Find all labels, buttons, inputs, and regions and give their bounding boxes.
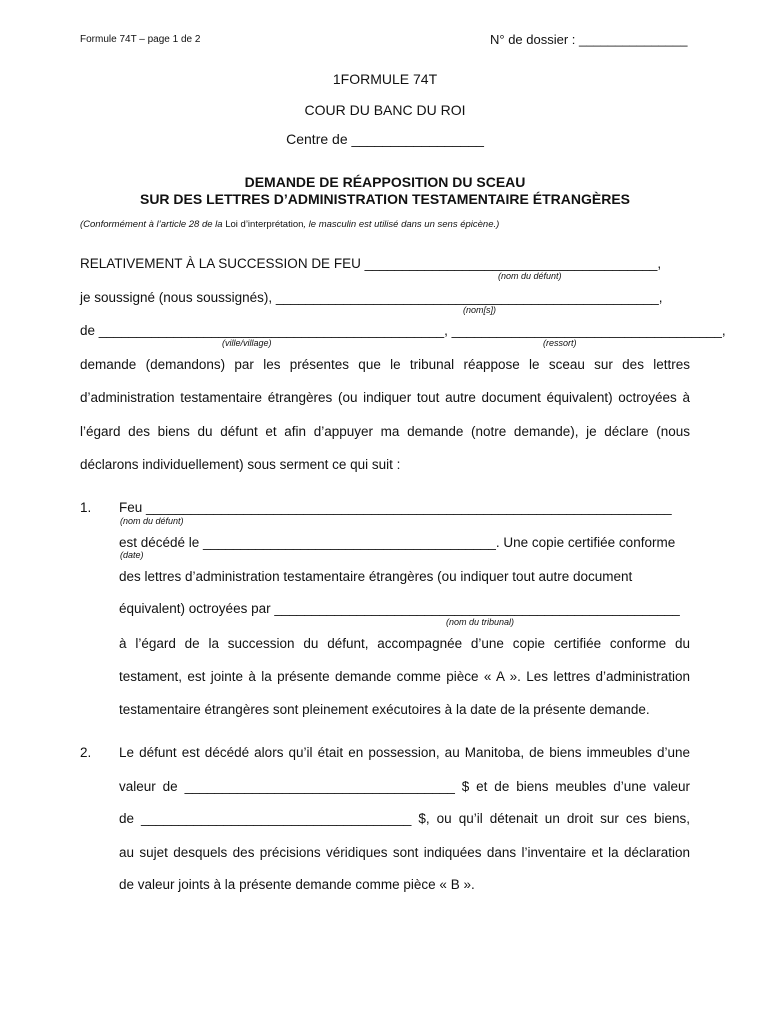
court-name: COUR DU BANC DU ROI <box>304 102 466 118</box>
request-paragraph-line4: déclarons individuellement) sous serment ce qui suit : <box>80 457 401 472</box>
note-law-name: Loi d’interprétation <box>225 219 304 230</box>
item-1-line5: à l’égard de la succession du défunt, accompagnée d’une copie certifiée conforme du <box>119 636 690 651</box>
item-1-date-line: est décédé le _______________________________________. Une copie certifiée conforme <box>119 535 676 550</box>
item-1-line6: testament, est jointe à la présente demande comme pièce « A ». Les lettres d’administration <box>119 669 690 684</box>
city-caption: (ville/village) <box>222 338 272 348</box>
item-1-tribunal-caption: (nom du tribunal) <box>446 617 515 627</box>
item-2-line2: valeur de ____________________________________ $ et de biens meubles d’une valeur <box>119 779 690 794</box>
request-paragraph-line2: d’administration testamentaire étrangères (ou indiquer tout autre document équivalent) octroyées à <box>80 390 690 405</box>
request-paragraph-line3: l’égard des biens du défunt et afin d’appuyer ma demande (notre demande), je déclare (nous <box>80 424 690 439</box>
item-1-line3: des lettres d’administration testamentaire étrangères (ou indiquer tout autre document <box>119 569 633 584</box>
interpretation-note <box>80 219 499 230</box>
form-page-indicator: Formule 74T – page 1 de 2 <box>80 34 201 45</box>
item-2-line5: de valeur joints à la présente demande comme pièce « B ». <box>119 877 475 892</box>
item-1-line7: testamentaire étrangères sont pleinement exécutoires à la date de la présente demande. <box>119 702 650 717</box>
item-1-tribunal-line: équivalent) octroyées par ______________________________________________________ <box>119 601 680 616</box>
item-2-line4: au sujet desquels des précisions véridiques sont indiquées dans l’inventaire et la déclaration <box>119 845 690 860</box>
item-1-number: 1. <box>80 500 92 515</box>
document-title-line1: DEMANDE DE RÉAPPOSITION DU SCEAU <box>244 174 526 190</box>
file-number-field: N° de dossier : _______________ <box>490 32 688 47</box>
request-paragraph-line1: demande (demandons) par les présentes que le tribunal réappose le sceau sur des lettres <box>80 357 690 372</box>
location-line: de ______________________________________________, ____________________________________, <box>80 323 726 338</box>
note-part1: (Conformément à l’article 28 de la <box>80 219 226 230</box>
item-2-line1: Le défunt est décédé alors qu’il était en possession, au Manitoba, de biens immeubles d’une <box>119 745 690 760</box>
centre-field: Centre de _________________ <box>286 131 484 147</box>
succession-line: RELATIVEMENT À LA SUCCESSION DE FEU _______________________________________, <box>80 256 662 271</box>
item-1-date-caption: (date) <box>120 550 144 560</box>
names-caption: (nom[s]) <box>463 305 497 315</box>
document-title-line2: SUR DES LETTRES D’ADMINISTRATION TESTAMENTAIRE ÉTRANGÈRES <box>139 191 630 207</box>
note-part2: , le masculin est utilisé dans un sens épicène.) <box>303 219 500 230</box>
district-caption: (ressort) <box>543 338 577 348</box>
deceased-name-caption: (nom du défunt) <box>498 271 562 281</box>
undersigned-line: je soussigné (nous soussignés), ___________________________________________________, <box>80 290 663 305</box>
item-1-deceased-caption: (nom du défunt) <box>120 516 184 526</box>
form-number: 1FORMULE 74T <box>332 71 438 87</box>
item-2-number: 2. <box>80 745 92 760</box>
item-2-line3: de ____________________________________ $, ou qu’il détenait un droit sur ces biens, <box>119 811 690 826</box>
item-1-deceased-line: Feu ______________________________________________________________________ <box>119 500 672 515</box>
